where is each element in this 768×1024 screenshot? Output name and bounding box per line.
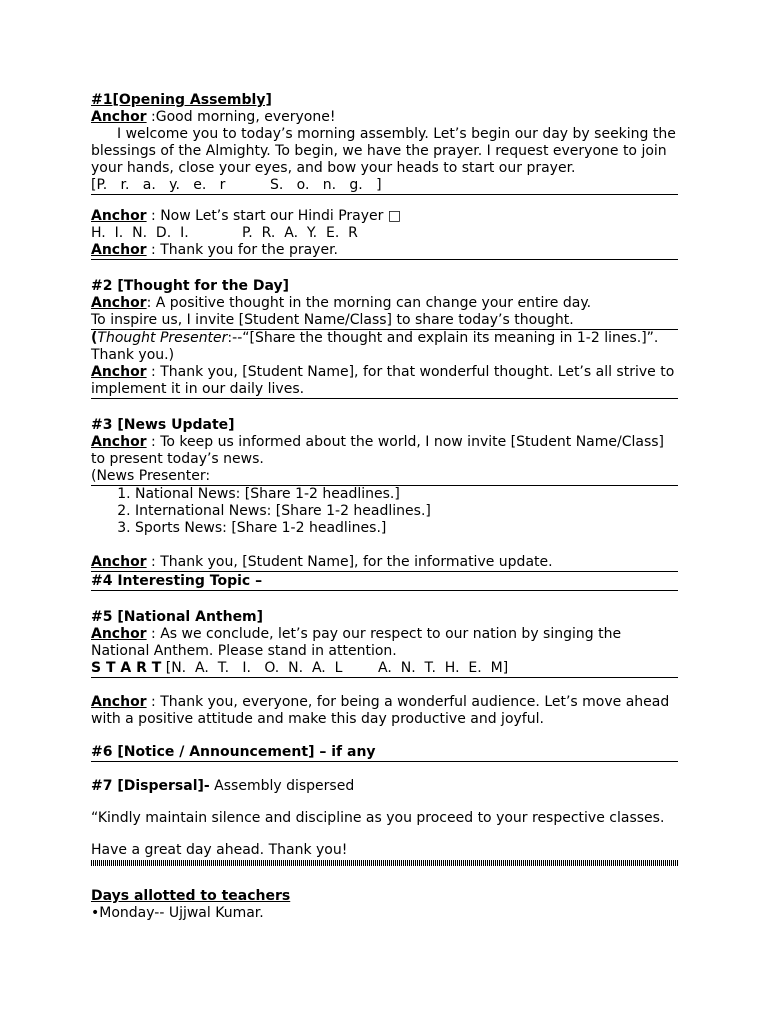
anchor-label: Anchor bbox=[91, 295, 147, 311]
prayer-song: [P. r. a. y. e. r S. o. n. g. ] bbox=[91, 177, 678, 195]
section-5-title: #5 [National Anthem] bbox=[91, 609, 264, 625]
hindi-prayer-intro: Anchor : Now Let’s start our Hindi Prayer □ bbox=[91, 208, 402, 224]
news-list bbox=[91, 486, 678, 537]
section-7-title: #7 [Dispersal]- Assembly dispersed bbox=[91, 778, 355, 794]
news-intro: Anchor : To keep us informed about the world, I now invite [Student Name/Class] to present today’s news. bbox=[91, 434, 665, 467]
list-item: 1. National News: [Share 1-2 headlines.] bbox=[135, 486, 678, 503]
anchor-greeting bbox=[91, 109, 678, 126]
news-thanks: Anchor : Thank you, [Student Name], for the informative update. bbox=[91, 554, 678, 572]
anchor-label: Anchor bbox=[91, 109, 147, 125]
welcome-paragraph: I welcome you to today’s morning assembly. Let’s begin our day by seeking the blessings of the Almighty. To begin, we have the prayer. I request everyone to join your hands, close your eyes, and bow your heads to start our prayer. bbox=[91, 126, 676, 176]
document-body bbox=[91, 92, 678, 922]
thought-thanks: Anchor : Thank you, [Student Name], for that wonderful thought. Let’s all strive to implement it in our daily lives. bbox=[91, 364, 678, 399]
section-4-title: #4 Interesting Topic – bbox=[91, 572, 678, 591]
anchor-label: Anchor bbox=[91, 694, 147, 710]
anchor-label: Anchor bbox=[91, 364, 147, 380]
section-1-title: #1[Opening Assembly] bbox=[91, 92, 272, 108]
list-item: 2. International News: [Share 1-2 headlines.] bbox=[135, 503, 678, 520]
thought-intro: Anchor: A positive thought in the morning can change your entire day. bbox=[91, 295, 592, 311]
news-presenter: (News Presenter: bbox=[91, 468, 678, 486]
section-6-title: #6 [Notice / Announcement] – if any bbox=[91, 744, 678, 762]
teachers-title: Days allotted to teachers bbox=[91, 888, 291, 904]
greeting-text: :Good morning, everyone! bbox=[146, 109, 336, 125]
anchor-label: Anchor bbox=[91, 554, 147, 570]
list-item: 3. Sports News: [Share 1-2 headlines.] bbox=[135, 520, 678, 537]
anthem-start: S T A R T [N. A. T. I. O. N. A. L A. N. T. H. E. M] bbox=[91, 660, 678, 678]
closing-thanks: Anchor : Thank you, everyone, for being a wonderful audience. Let’s move ahead with a positive attitude and make this day productive and joyful. bbox=[91, 694, 670, 727]
prayer-thanks: Anchor : Thank you for the prayer. bbox=[91, 242, 678, 260]
thought-presenter: (Thought Presenter:--“[Share the thought and explain its meaning in 1-2 lines.]”. Thank you.) bbox=[91, 330, 659, 363]
section-3-title: #3 [News Update] bbox=[91, 417, 235, 433]
teacher-monday: •Monday-- Ujjwal Kumar. bbox=[91, 905, 264, 921]
anthem-intro: Anchor : As we conclude, let’s pay our respect to our nation by singing the National Anthem. Please stand in attention. bbox=[91, 626, 622, 659]
closing-line: Have a great day ahead. Thank you! bbox=[91, 842, 348, 858]
anchor-label: Anchor bbox=[91, 434, 147, 450]
silence-note: “Kindly maintain silence and discipline as you proceed to your respective classes. bbox=[91, 810, 665, 826]
anchor-label: Anchor bbox=[91, 242, 147, 258]
anchor-label: Anchor bbox=[91, 208, 147, 224]
hindi-prayer: H. I. N. D. I. P. R. A. Y. E. R bbox=[91, 225, 358, 241]
anchor-label: Anchor bbox=[91, 626, 147, 642]
thought-invite: To inspire us, I invite [Student Name/Class] to share today’s thought. bbox=[91, 312, 678, 330]
section-2-title: #2 [Thought for the Day] bbox=[91, 278, 290, 294]
